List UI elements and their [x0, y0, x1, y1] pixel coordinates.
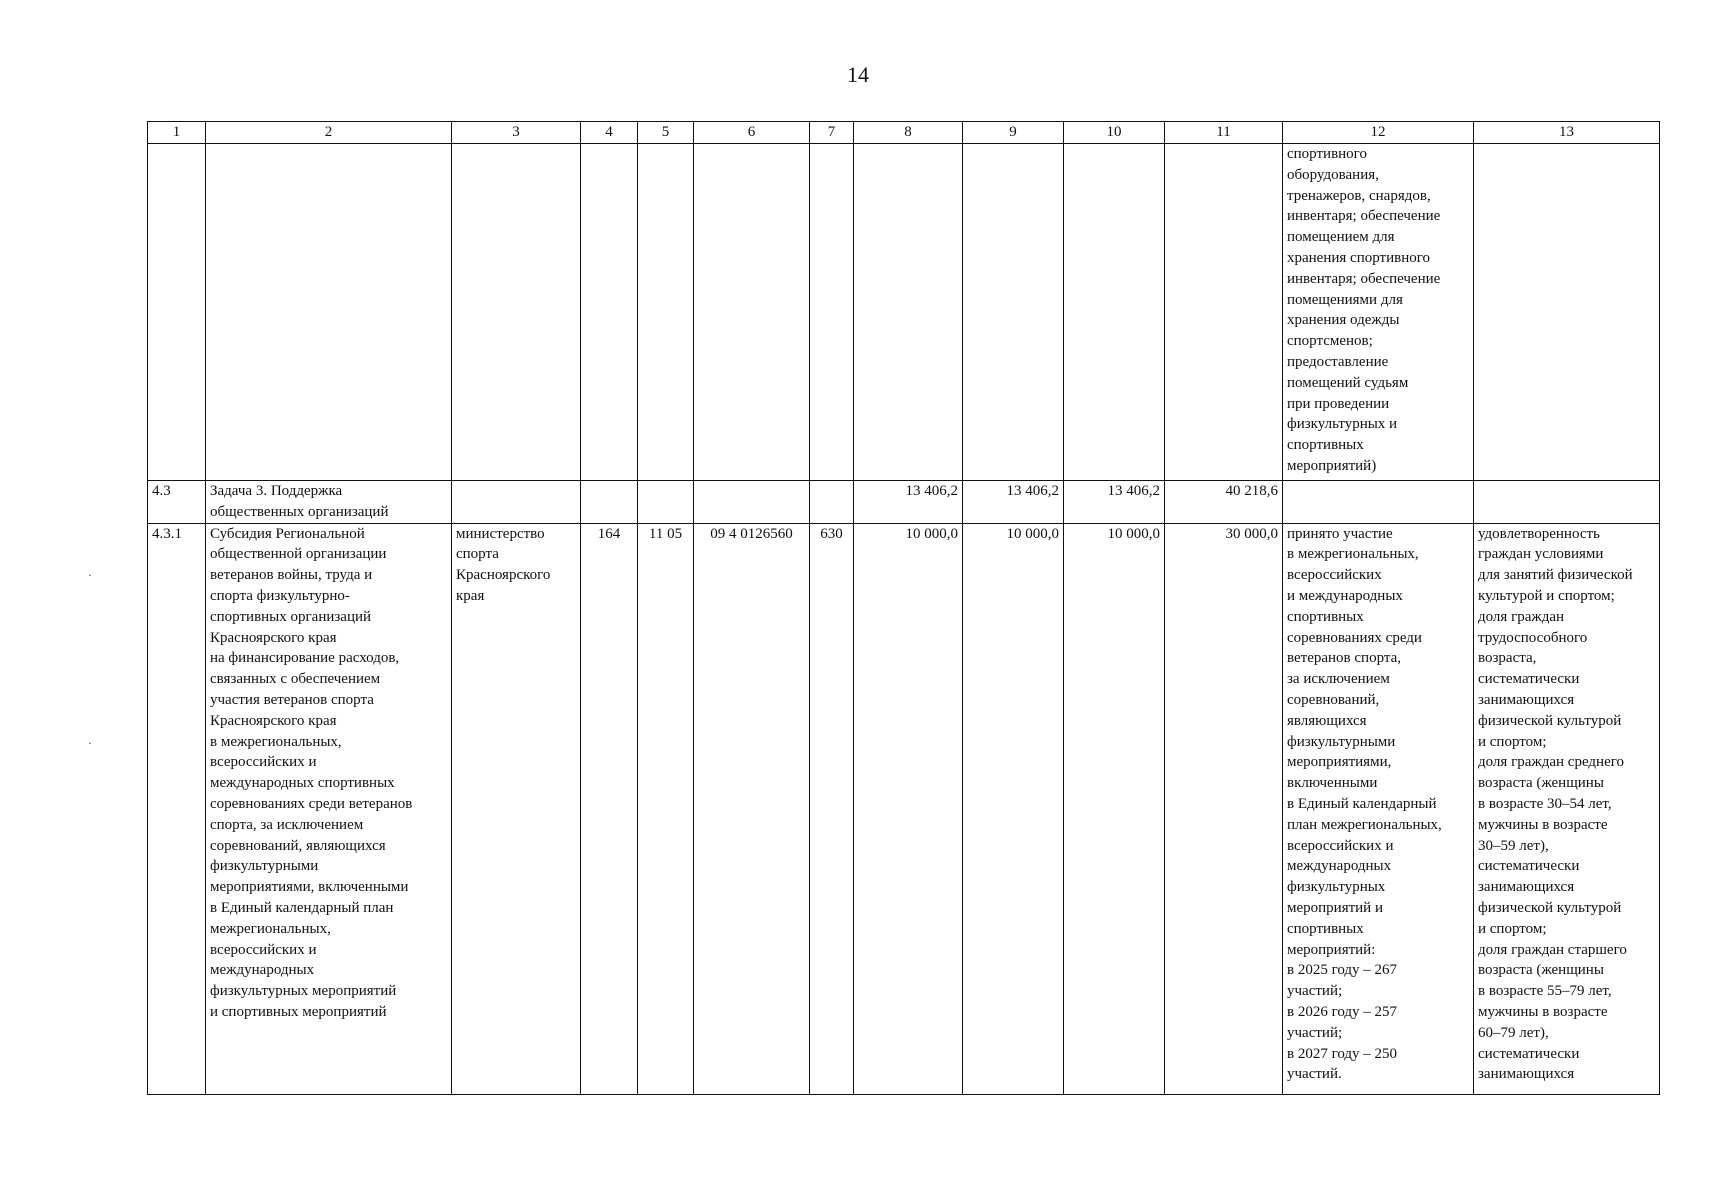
page-number: 14 — [847, 62, 869, 87]
table-row-task-4-3 — [148, 481, 1660, 524]
column-header: 8 — [854, 122, 963, 144]
description-cell: Задача 3. Поддержка общественных организаций — [206, 481, 452, 524]
table-row-4-3-1 — [148, 523, 1660, 1094]
section-cell: 11 05 — [638, 523, 694, 1094]
column-header: 5 — [638, 122, 694, 144]
responsible-cell — [452, 481, 581, 524]
description-cell: Субсидия Региональной общественной организации ветеранов войны, труда и спорта физкультурно- спортивных организаций Красноярского края на финансирование расходов, связанных с обеспечением участия ветеранов спорта Красноярского края в межрегиональных, всероссийских и международных спортивных соревнованиях среди ветеранов спорта, за исключением соревнований, являющихся физкультурными мероприятиями, включенными в Единый календарный план межрегиональных, всероссийских и международных физкультурных мероприятий и спортивных мероприятий — [206, 523, 452, 1094]
row-number-cell — [148, 144, 206, 481]
indicator-cell: удовлетворенность граждан условиями для занятий физической культурой и спортом; доля граждан трудоспособного возраста, систематически занимающихся физической культурой и спортом; доля граждан среднего возраста (женщины в возрасте 30–54 лет, мужчины в возрасте 30–59 лет), систематически занимающихся физической культурой и спортом; доля граждан старшего возраста (женщины в возрасте 55–79 лет, мужчины в возрасте 60–79 лет), систематически занимающихся — [1474, 523, 1660, 1094]
indicator-cell — [1474, 144, 1660, 481]
target-article-cell — [694, 144, 810, 481]
description-cell — [206, 144, 452, 481]
section-cell — [638, 481, 694, 524]
amount-total-cell — [1165, 144, 1283, 481]
grbs-cell — [581, 481, 638, 524]
column-header: 9 — [963, 122, 1064, 144]
amount-2025-cell: 10 000,0 — [854, 523, 963, 1094]
column-header: 4 — [581, 122, 638, 144]
scan-mark: · — [88, 736, 92, 750]
amount-total-cell: 30 000,0 — [1165, 523, 1283, 1094]
responsible-cell — [452, 144, 581, 481]
expected-result-cell: принято участие в межрегиональных, всероссийских и международных спортивных соревнованиях среди ветеранов спорта, за исключением соревнований, являющихся физкультурными мероприятиями, включенными в Единый календарный план межрегиональных, всероссийских и международных физкультурных мероприятий и спортивных мероприятий: в 2025 году – 267 участий; в 2026 году – 257 участий; в 2027 году – 250 участий. — [1283, 523, 1474, 1094]
section-cell — [638, 144, 694, 481]
amount-2026-cell: 10 000,0 — [963, 523, 1064, 1094]
target-article-cell: 09 4 0126560 — [694, 523, 810, 1094]
grbs-cell: 164 — [581, 523, 638, 1094]
column-number-row — [148, 122, 1660, 144]
expected-result-cell: спортивного оборудования, тренажеров, снарядов, инвентаря; обеспечение помещением для хранения спортивного инвентаря; обеспечение помещениями для хранения одежды спортсменов; предоставление помещений судьям при проведении физкультурных и спортивных мероприятий) — [1283, 144, 1474, 481]
amount-2026-cell — [963, 144, 1064, 481]
column-header: 2 — [206, 122, 452, 144]
amount-2027-cell: 13 406,2 — [1064, 481, 1165, 524]
column-header: 11 — [1165, 122, 1283, 144]
column-header: 6 — [694, 122, 810, 144]
expense-type-cell — [810, 144, 854, 481]
column-header: 13 — [1474, 122, 1660, 144]
column-header: 7 — [810, 122, 854, 144]
scan-mark: · — [88, 568, 92, 582]
column-header: 3 — [452, 122, 581, 144]
column-header: 12 — [1283, 122, 1474, 144]
target-article-cell — [694, 481, 810, 524]
expense-type-cell: 630 — [810, 523, 854, 1094]
row-number-cell: 4.3.1 — [148, 523, 206, 1094]
amount-2026-cell: 13 406,2 — [963, 481, 1064, 524]
row-number-cell: 4.3 — [148, 481, 206, 524]
expense-type-cell — [810, 481, 854, 524]
expected-result-cell — [1283, 481, 1474, 524]
indicator-cell — [1474, 481, 1660, 524]
table-row-continuation — [148, 144, 1660, 481]
program-table — [147, 121, 1660, 1095]
column-header: 1 — [148, 122, 206, 144]
amount-total-cell: 40 218,6 — [1165, 481, 1283, 524]
grbs-cell — [581, 144, 638, 481]
amount-2025-cell — [854, 144, 963, 481]
column-header: 10 — [1064, 122, 1165, 144]
amount-2025-cell: 13 406,2 — [854, 481, 963, 524]
amount-2027-cell: 10 000,0 — [1064, 523, 1165, 1094]
responsible-cell: министерство спорта Красноярского края — [452, 523, 581, 1094]
amount-2027-cell — [1064, 144, 1165, 481]
